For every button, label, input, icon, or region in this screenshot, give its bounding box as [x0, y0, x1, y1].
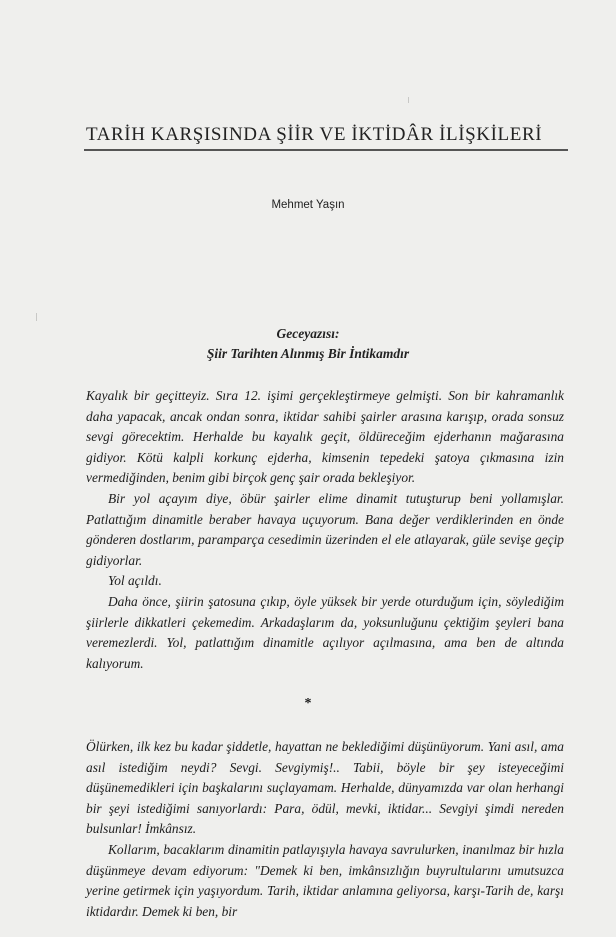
- section-separator: *: [304, 696, 312, 711]
- section-2: [86, 737, 564, 922]
- paragraph: Daha önce, şiirin şatosuna çıkıp, öyle yüksek bir yerde oturduğum için, söylediğim şiirlerle dikkatleri çekemedim. Arkadaşlarım da, yoksunluğunu çektiğim şeyleri bana veremezlerdi. Yol, patlattığım dinamitle açılıyor açılmasına, ama ben de altında kalıyorum.: [86, 593, 564, 671]
- subtitle-line-1: Geceyazısı:: [276, 326, 340, 341]
- subtitle-line-2: Şiir Tarihten Alınmış Bir İntikamdır: [206, 346, 410, 361]
- scan-speck: [408, 97, 409, 103]
- scan-speck: [36, 313, 37, 321]
- paragraph: Kayalık bir geçitteyiz. Sıra 12. işimi gerçekleştirmeye gelmişti. Son bir kahramanlık daha yapacak, ancak ondan sonra, iktidar sahibi şairler arasına karışıp, orada sonsuz sevgi görecektim. Herhalde bu kayalık geçit, öldüreceğim ejderhanın mağarasına gidiyor. Kötü kalpli korkunç ejderha, kimsenin tepedeki şatoya çıkmasına izin vermediğinden, benim gibi birçok genç şair orada bekleşiyor.: [86, 388, 564, 486]
- paragraph: Bir yol açayım diye, öbür şairler elime dinamit tutuşturup beni yollamışlar. Patlattığım dinamitle beraber havaya uçuyorum. Bana değer verdiklerinden en önde gönderen dostlarım, paramparça cesedimin üzerinden el ele atlayarak, güle sevişe geçip gidiyorlar.: [86, 490, 564, 568]
- paragraph: Yol açıldı.: [108, 573, 162, 589]
- author-name: Mehmet Yaşın: [271, 199, 345, 211]
- section-1: [86, 386, 564, 674]
- paragraph: Kollarım, bacaklarım dinamitin patlayışıyla havaya savrulurken, inanılmaz bir hızla düşünmeye devam ediyorum: "Demek ki ben, imkânsızlığın buyrultularını umutsuzca yerine getirmek için yaşıyordum. Tarih, iktidar anlamına geliyorsa, karşı-Tarih de, karşı iktidardır. Demek ki ben, bir: [86, 841, 564, 919]
- paragraph: Ölürken, ilk kez bu kadar şiddetle, hayattan ne beklediğimi düşünüyorum. Yani asıl, ama asıl istediğim neydi? Sevgi. Sevgiymiş!.. Tabii, böyle bir şey isteyeceğimi düşünemedikleri için başkalarını suçlayamam. Herhalde, dünyamızda var olan herhangi bir şeyi istediğimi sanıyorlardı: Para, ödül, mevki, iktidar... Sevgiyi şimdi nereden bulsunlar! İmkânsız.: [86, 739, 564, 837]
- article-title: TARİH KARŞISINDA ŞİİR VE İKTİDÂR İLİŞKİLERİ: [86, 124, 543, 145]
- title-rule: [84, 149, 568, 151]
